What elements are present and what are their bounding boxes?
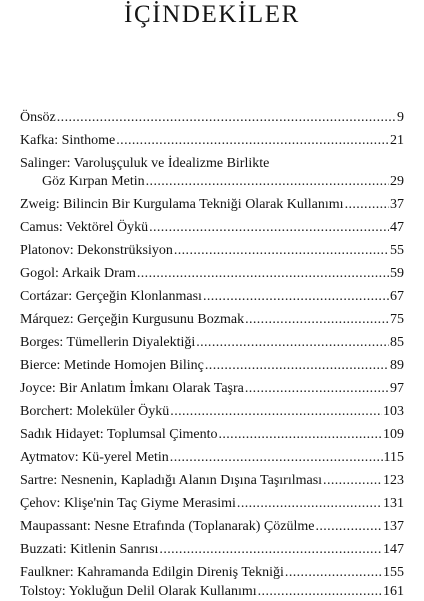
- toc-leader-dots: [170, 403, 382, 421]
- toc-entry-page: 115: [383, 450, 404, 465]
- toc-entry-page: 109: [383, 427, 404, 442]
- toc-entry-title: Aytmatov: Kü-yerel Metin: [20, 450, 169, 465]
- toc-entry-title: Sartre: Nesnenin, Kapladığı Alanın Dışına Taşırılması: [20, 473, 323, 488]
- toc-leader-dots: [149, 219, 389, 237]
- toc-entry: [20, 495, 404, 513]
- toc-entry: [20, 219, 404, 237]
- toc-entry-page: 137: [383, 519, 404, 534]
- toc-entry-title: Zweig: Bilincin Bir Kurgulama Tekniği Olarak Kullanımı: [20, 197, 344, 212]
- toc-entry: [20, 132, 404, 150]
- toc-leader-dots: [285, 564, 382, 582]
- toc-entry-page: 67: [390, 289, 404, 304]
- toc-entry-title: Faulkner: Kahramanda Edilgin Direniş Tekniği: [20, 565, 284, 580]
- toc-entry-title: Platonov: Dekonstrüksiyon: [20, 243, 173, 258]
- toc-entry-title: Sadık Hidayet: Toplumsal Çimento: [20, 427, 218, 442]
- toc-entry-page: 21: [390, 133, 404, 148]
- toc-entry: [20, 426, 404, 444]
- toc-entry-title: Tolstoy: Yokluğun Delil Olarak Kullanımı: [20, 584, 257, 599]
- toc-entry-page: 103: [383, 404, 404, 419]
- toc-leader-dots: [137, 265, 389, 283]
- toc-entry: [20, 288, 404, 306]
- toc-entry-title: Bierce: Metinde Homojen Bilinç: [20, 358, 204, 373]
- toc-leader-dots: [245, 311, 389, 329]
- toc-entry-title-line1: Salinger: Varoluşçuluk ve İdealizme Birlikte: [20, 156, 270, 171]
- toc-entry-page: 47: [390, 220, 404, 235]
- toc-entry-title: Gogol: Arkaik Dram: [20, 266, 136, 281]
- toc-leader-dots: [205, 357, 389, 375]
- toc-entry-title: Borges: Tümellerin Diyalektiği: [20, 335, 196, 350]
- toc-leader-dots: [57, 109, 396, 127]
- toc-leader-dots: [196, 334, 389, 352]
- toc-leader-dots: [170, 449, 383, 467]
- toc-entry-title: Önsöz: [20, 110, 56, 125]
- toc-entry-page: 131: [383, 496, 404, 511]
- toc-entry: [20, 109, 404, 127]
- toc-entry-page: 55: [390, 243, 404, 258]
- toc-entry-page: 59: [390, 266, 404, 281]
- toc-entry: [20, 541, 404, 559]
- toc-entry: [20, 380, 404, 398]
- toc-entry: [20, 242, 404, 260]
- toc-entry: [20, 334, 404, 352]
- toc-leader-dots: [116, 132, 389, 150]
- toc-entry-page: 85: [390, 335, 404, 350]
- toc-leader-dots: [345, 196, 389, 214]
- toc-entry-title: Göz Kırpan Metin: [42, 174, 145, 189]
- toc-leader-dots: [174, 242, 389, 260]
- toc-entry-page: 89: [390, 358, 404, 373]
- toc-entry: [20, 518, 404, 536]
- toc-entry-page: 147: [383, 542, 404, 557]
- toc-entry-title: Cortázar: Gerçeğin Klonlanması: [20, 289, 202, 304]
- toc-entry-title: Maupassant: Nesne Etrafında (Toplanarak) Çözülme: [20, 519, 315, 534]
- toc-entry: [20, 357, 404, 375]
- toc-entry-title: Camus: Vektörel Öykü: [20, 220, 149, 235]
- toc-leader-dots: [258, 583, 382, 601]
- toc-entry-title: Joyce: Bir Anlatım İmkanı Olarak Taşra: [20, 381, 244, 396]
- toc-entry-page: 155: [383, 565, 404, 580]
- toc-entry-page: 75: [390, 312, 404, 327]
- page-title: İÇİNDEKİLER: [124, 1, 300, 28]
- toc-entry: [20, 472, 404, 490]
- toc-entry-page: 37: [390, 197, 404, 212]
- toc-entry: [20, 583, 404, 601]
- toc-entry-page: 29: [390, 174, 404, 189]
- toc-entry: [20, 196, 404, 214]
- toc-leader-dots: [323, 472, 382, 490]
- toc-entry: [20, 155, 404, 191]
- toc-entry: [20, 265, 404, 283]
- toc-entry: [20, 311, 404, 329]
- toc-entry: [20, 449, 404, 467]
- toc-leader-dots: [203, 288, 389, 306]
- toc-entry-title: Kafka: Sinthome: [20, 133, 116, 148]
- toc-entry-title: Márquez: Gerçeğin Kurgusunu Bozmak: [20, 312, 245, 327]
- toc-entry: [20, 403, 404, 421]
- toc-entry-page: 97: [390, 381, 404, 396]
- toc-leader-dots: [146, 173, 389, 191]
- toc-leader-dots: [315, 518, 382, 536]
- toc-entry: [20, 564, 404, 582]
- toc-entry-page: 9: [397, 110, 404, 125]
- toc-entry-title: Buzzati: Kitlenin Sanrısı: [20, 542, 159, 557]
- toc-leader-dots: [159, 541, 382, 559]
- toc-leader-dots: [237, 495, 382, 513]
- toc-entry-title: Borchert: Moleküler Öykü: [20, 404, 170, 419]
- toc-entry-title: Çehov: Klişe'nin Taç Giyme Merasimi: [20, 496, 236, 511]
- toc-entry-page: 123: [383, 473, 404, 488]
- toc-leader-dots: [218, 426, 382, 444]
- toc-leader-dots: [245, 380, 389, 398]
- toc-entry-page: 161: [383, 584, 404, 599]
